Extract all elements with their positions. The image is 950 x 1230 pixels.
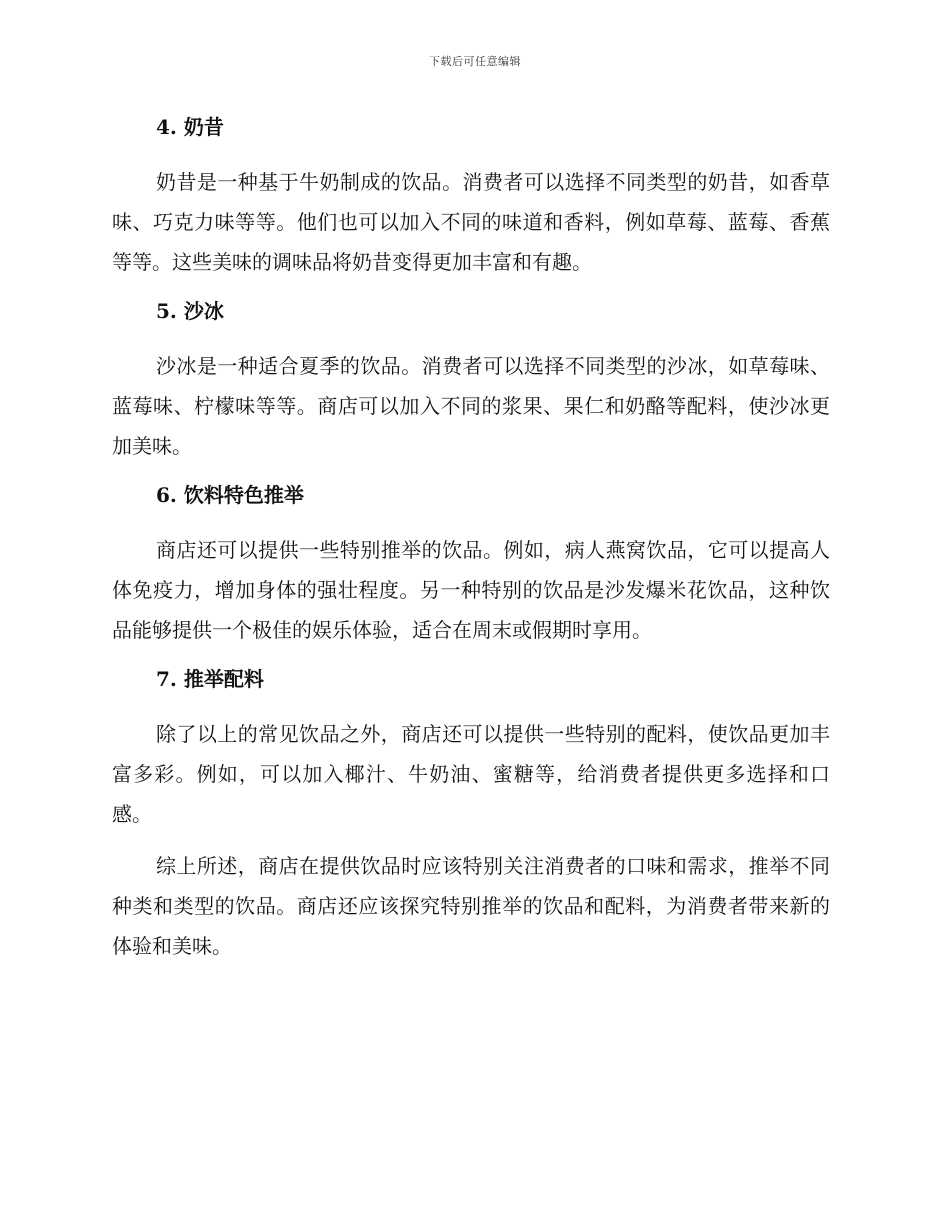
section-paragraph-5: 沙冰是一种适合夏季的饮品。消费者可以选择不同类型的沙冰，如草莓味、蓝莓味、柠檬味等等。商店可以加入不同的浆果、果仁和奶酪等配料，使沙冰更加美味。 xyxy=(112,354,830,458)
section-paragraph-6: 商店还可以提供一些特别推举的饮品。例如，病人燕窝饮品，它可以提高人体免疫力，增加身体的强壮程度。另一种特别的饮品是沙发爆米花饮品，这种饮品能够提供一个极佳的娱乐体验，适合在周末或假期时享用。 xyxy=(112,538,830,642)
section-paragraph-7: 除了以上的常见饮品之外，商店还可以提供一些特别的配料，使饮品更加丰富多彩。例如，可以加入椰汁、牛奶油、蜜糖等，给消费者提供更多选择和口感。 xyxy=(112,722,830,826)
section-paragraph-4: 奶昔是一种基于牛奶制成的饮品。消费者可以选择不同类型的奶昔，如香草味、巧克力味等等。他们也可以加入不同的味道和香料，例如草莓、蓝莓、香蕉等等。这些美味的调味品将奶昔变得更加丰富和有趣。 xyxy=(112,170,830,274)
section-heading-7: 7. 推举配料 xyxy=(156,667,264,691)
conclusion-paragraph: 综上所述，商店在提供饮品时应该特别关注消费者的口味和需求，推举不同种类和类型的饮品。商店还应该探究特别推举的饮品和配料，为消费者带来新的体验和美味。 xyxy=(112,854,830,958)
document-body xyxy=(112,110,830,966)
section-heading-6: 6. 饮料特色推举 xyxy=(156,483,304,507)
section-heading-4: 4. 奶昔 xyxy=(156,115,224,139)
section-heading-5: 5. 沙冰 xyxy=(156,299,224,323)
page-header: 下载后可任意编辑 xyxy=(429,55,521,68)
